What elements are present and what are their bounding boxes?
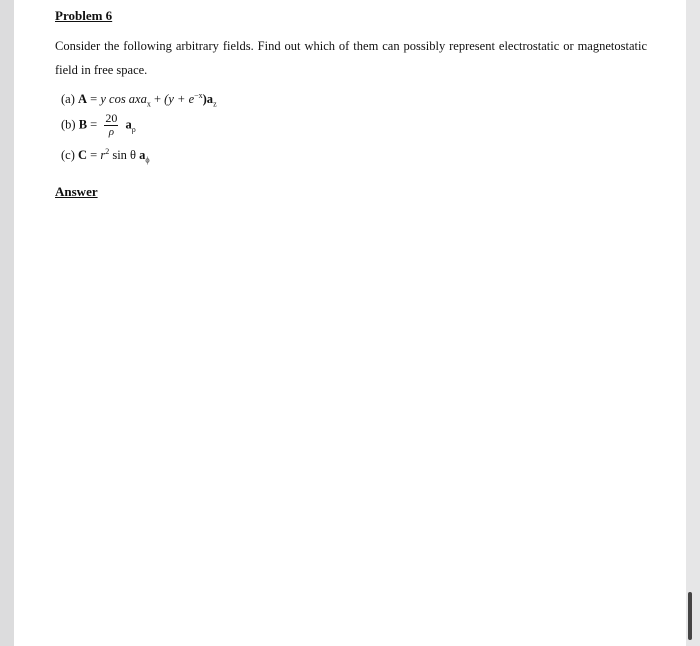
fraction-denominator: ρ bbox=[108, 126, 114, 138]
left-margin bbox=[0, 0, 14, 646]
exponent: 2 bbox=[105, 146, 110, 156]
equals-sign: = bbox=[90, 117, 98, 132]
sine-term: sin θ bbox=[112, 148, 137, 162]
plus-sign: + bbox=[153, 92, 162, 106]
right-margin bbox=[686, 0, 700, 646]
field-symbol: B bbox=[78, 117, 88, 132]
fraction bbox=[104, 112, 118, 139]
unit-vector: a bbox=[139, 148, 146, 162]
unit-vector: a bbox=[125, 117, 132, 132]
field-symbol: C bbox=[78, 148, 88, 162]
radius-symbol: r bbox=[100, 148, 106, 162]
unit-subscript: x bbox=[146, 99, 151, 109]
unit-subscript: z bbox=[213, 99, 217, 109]
unit-subscript: ρ bbox=[131, 124, 136, 134]
term-x: y cos axa bbox=[100, 92, 147, 106]
scrollbar[interactable] bbox=[688, 592, 692, 640]
field-symbol: A bbox=[78, 92, 88, 106]
item-label: (a) bbox=[61, 92, 75, 106]
unit-subscript: ϕ bbox=[145, 155, 150, 165]
answer-heading: Answer bbox=[55, 184, 98, 199]
problem-title: Problem 6 bbox=[55, 8, 113, 23]
field-item-a bbox=[61, 92, 217, 107]
field-item-b bbox=[61, 112, 136, 139]
problem-statement: Consider the following arbitrary fields. Find out which of them can possibly represent electrostatic or magnetostatic field in free space. bbox=[55, 39, 647, 77]
document-page bbox=[14, 0, 686, 646]
fraction-numerator: 20 bbox=[105, 111, 118, 125]
term-z: (y + e bbox=[164, 92, 195, 106]
equals-sign: = bbox=[90, 148, 98, 162]
item-label: (b) bbox=[61, 117, 76, 132]
exponent: −x bbox=[194, 90, 203, 100]
equals-sign: = bbox=[90, 92, 98, 106]
field-item-c bbox=[61, 148, 150, 163]
item-label: (c) bbox=[61, 148, 75, 162]
term-z-unit: )a bbox=[202, 92, 214, 106]
